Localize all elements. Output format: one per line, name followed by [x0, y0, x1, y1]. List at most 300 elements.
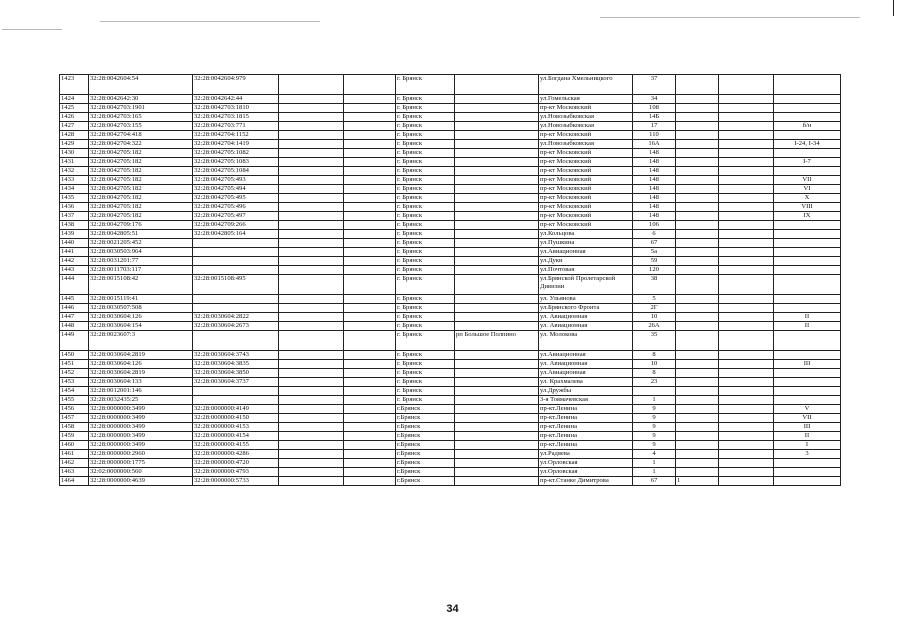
table-row	[60, 248, 841, 257]
house-cell: 110	[633, 131, 676, 140]
row-number: 1464	[60, 477, 89, 486]
table-row	[60, 378, 841, 387]
city-cell: г. Брянск	[396, 313, 455, 322]
city-cell: г. Брянск	[396, 221, 455, 230]
empty-cell	[719, 167, 774, 176]
object-cadastral-number: 32:28:0000000:4793	[193, 468, 279, 477]
empty-cell	[344, 167, 396, 176]
empty-cell	[344, 104, 396, 113]
street-cell: ул.Богдана Хмельницкого	[539, 75, 633, 95]
house-cell: 108	[633, 104, 676, 113]
house-cell: 148	[633, 194, 676, 203]
table-row	[60, 167, 841, 176]
empty-cell	[279, 369, 344, 378]
extra-cell	[676, 360, 719, 369]
city-cell: г. Брянск	[396, 322, 455, 331]
settlement-cell	[455, 441, 539, 450]
empty-cell	[279, 167, 344, 176]
empty-cell	[279, 387, 344, 396]
house-cell: 26А	[633, 322, 676, 331]
table-row	[60, 75, 841, 95]
object-cadastral-number: 32:28:0000000:4153	[193, 423, 279, 432]
object-cadastral-number	[193, 331, 279, 351]
house-cell: 148	[633, 158, 676, 167]
extra-cell	[676, 230, 719, 239]
city-cell: г.Брянск	[396, 414, 455, 423]
house-cell: 9	[633, 441, 676, 450]
row-number: 1425	[60, 104, 89, 113]
cadastral-number: 32:28:0042604:54	[89, 75, 193, 95]
empty-cell	[719, 122, 774, 131]
table-row	[60, 477, 841, 486]
city-cell: г.Брянск	[396, 468, 455, 477]
cadastral-number: 32:28:0042705:182	[89, 185, 193, 194]
empty-cell	[719, 95, 774, 104]
settlement-cell	[455, 95, 539, 104]
settlement-cell	[455, 405, 539, 414]
city-cell: г. Брянск	[396, 378, 455, 387]
cadastral-number: 32:28:0000000:3499	[89, 441, 193, 450]
settlement-cell	[455, 477, 539, 486]
cadastral-number: 32:28:0030604:133	[89, 378, 193, 387]
city-cell: г.Брянск	[396, 441, 455, 450]
extra-cell	[676, 313, 719, 322]
empty-cell	[279, 432, 344, 441]
row-number: 1432	[60, 167, 89, 176]
settlement-cell	[455, 360, 539, 369]
extra-cell	[676, 432, 719, 441]
empty-cell	[344, 414, 396, 423]
unit-cell	[774, 304, 841, 313]
row-number: 1441	[60, 248, 89, 257]
empty-cell	[279, 450, 344, 459]
table-row	[60, 266, 841, 275]
empty-cell	[279, 248, 344, 257]
table-row	[60, 149, 841, 158]
object-cadastral-number: 32:28:0042703:1810	[193, 104, 279, 113]
unit-cell	[774, 331, 841, 351]
settlement-cell	[455, 75, 539, 95]
cadastral-number: 32:28:0030604:126	[89, 313, 193, 322]
table-row	[60, 423, 841, 432]
empty-cell	[279, 441, 344, 450]
empty-cell	[719, 414, 774, 423]
street-cell: ул.Новозыбковская	[539, 140, 633, 149]
object-cadastral-number	[193, 387, 279, 396]
empty-cell	[719, 203, 774, 212]
house-cell: 106	[633, 221, 676, 230]
empty-cell	[279, 122, 344, 131]
street-cell: ул.Орловская	[539, 459, 633, 468]
row-number: 1433	[60, 176, 89, 185]
registry-rows	[60, 75, 841, 486]
empty-cell	[344, 212, 396, 221]
row-number: 1458	[60, 423, 89, 432]
house-cell: 4	[633, 450, 676, 459]
house-cell: 37	[633, 75, 676, 95]
row-number: 1450	[60, 351, 89, 360]
cadastral-number: 32:28:0011703:117	[89, 266, 193, 275]
house-cell: 9	[633, 405, 676, 414]
settlement-cell	[455, 167, 539, 176]
settlement-cell	[455, 194, 539, 203]
cadastral-number: 32:28:0000000:4639	[89, 477, 193, 486]
settlement-cell	[455, 212, 539, 221]
scan-noise-line	[2, 29, 62, 30]
city-cell: г. Брянск	[396, 113, 455, 122]
cadastral-number: 32:28:0030604:2819	[89, 351, 193, 360]
table-row	[60, 459, 841, 468]
empty-cell	[344, 450, 396, 459]
row-number: 1439	[60, 230, 89, 239]
city-cell: г. Брянск	[396, 212, 455, 221]
street-cell: ул.Пушкина	[539, 239, 633, 248]
object-cadastral-number	[193, 295, 279, 304]
extra-cell	[676, 104, 719, 113]
unit-cell	[774, 396, 841, 405]
unit-cell: II	[774, 313, 841, 322]
row-number: 1443	[60, 266, 89, 275]
object-cadastral-number: 32:28:0000000:4154	[193, 432, 279, 441]
unit-cell: III	[774, 423, 841, 432]
empty-cell	[719, 378, 774, 387]
cadastral-number: 32:28:0042705:182	[89, 194, 193, 203]
house-cell: 10	[633, 313, 676, 322]
cadastral-number: 32:28:0015119:41	[89, 295, 193, 304]
page-number: 34	[446, 603, 459, 615]
row-number: 1446	[60, 304, 89, 313]
cadastral-number: 32:28:0042703:165	[89, 113, 193, 122]
unit-cell	[774, 239, 841, 248]
object-cadastral-number: 32:28:0042805:164	[193, 230, 279, 239]
city-cell: г. Брянск	[396, 149, 455, 158]
empty-cell	[344, 378, 396, 387]
street-cell: ул.Гомельская	[539, 95, 633, 104]
table-row	[60, 131, 841, 140]
empty-cell	[344, 331, 396, 351]
settlement-cell	[455, 221, 539, 230]
empty-cell	[279, 75, 344, 95]
row-number: 1460	[60, 441, 89, 450]
house-cell: 148	[633, 149, 676, 158]
table-row	[60, 194, 841, 203]
extra-cell	[676, 369, 719, 378]
table-row	[60, 450, 841, 459]
settlement-cell	[455, 396, 539, 405]
empty-cell	[279, 331, 344, 351]
table-row	[60, 360, 841, 369]
scan-edge-mark	[893, 0, 894, 16]
object-cadastral-number: 32:28:0030604:2673	[193, 322, 279, 331]
empty-cell	[719, 131, 774, 140]
settlement-cell	[455, 351, 539, 360]
street-cell: ул.Дуки	[539, 257, 633, 266]
empty-cell	[719, 313, 774, 322]
empty-cell	[279, 230, 344, 239]
street-cell: ул.Радяева	[539, 450, 633, 459]
row-number: 1429	[60, 140, 89, 149]
empty-cell	[279, 459, 344, 468]
cadastral-number: 32:28:0042705:182	[89, 212, 193, 221]
extra-cell	[676, 351, 719, 360]
empty-cell	[344, 75, 396, 95]
settlement-cell	[455, 304, 539, 313]
settlement-cell	[455, 239, 539, 248]
cadastral-number: 32:28:0042704:322	[89, 140, 193, 149]
cadastral-number: 32:28:0032435:25	[89, 396, 193, 405]
unit-cell: VI	[774, 185, 841, 194]
cadastral-number: 32:28:0042805:51	[89, 230, 193, 239]
settlement-cell	[455, 275, 539, 295]
table-row	[60, 239, 841, 248]
unit-cell: 3	[774, 450, 841, 459]
table-row	[60, 275, 841, 295]
settlement-cell	[455, 423, 539, 432]
street-cell: ул.Новозыбковская	[539, 113, 633, 122]
extra-cell	[676, 423, 719, 432]
city-cell: г. Брянск	[396, 95, 455, 104]
extra-cell	[676, 176, 719, 185]
house-cell: 23	[633, 378, 676, 387]
object-cadastral-number: 32:28:0000000:4149	[193, 405, 279, 414]
row-number: 1423	[60, 75, 89, 95]
settlement-cell	[455, 313, 539, 322]
house-cell: 8	[633, 369, 676, 378]
cadastral-number: 32:28:0042705:182	[89, 167, 193, 176]
unit-cell	[774, 221, 841, 230]
street-cell: ул. Молокова	[539, 331, 633, 351]
unit-cell	[774, 477, 841, 486]
scan-noise-line	[600, 17, 860, 18]
empty-cell	[279, 212, 344, 221]
extra-cell	[676, 322, 719, 331]
cadastral-number: 32:28:0042705:182	[89, 176, 193, 185]
object-cadastral-number	[193, 257, 279, 266]
street-cell: 3-я Тоямачевская	[539, 396, 633, 405]
object-cadastral-number: 32:28:0000000:4286	[193, 450, 279, 459]
table-row	[60, 113, 841, 122]
table-row	[60, 212, 841, 221]
unit-cell	[774, 468, 841, 477]
empty-cell	[344, 95, 396, 104]
table-row	[60, 331, 841, 351]
extra-cell	[676, 405, 719, 414]
city-cell: г. Брянск	[396, 396, 455, 405]
street-cell: пр-кт Московский	[539, 158, 633, 167]
city-cell: г. Брянск	[396, 75, 455, 95]
empty-cell	[344, 221, 396, 230]
empty-cell	[279, 95, 344, 104]
extra-cell	[676, 257, 719, 266]
empty-cell	[279, 396, 344, 405]
city-cell: г.Брянск	[396, 423, 455, 432]
unit-cell: III	[774, 360, 841, 369]
object-cadastral-number: 32:28:0042705:496	[193, 203, 279, 212]
empty-cell	[719, 266, 774, 275]
unit-cell: II	[774, 322, 841, 331]
empty-cell	[344, 248, 396, 257]
empty-cell	[719, 369, 774, 378]
row-number: 1461	[60, 450, 89, 459]
extra-cell	[676, 158, 719, 167]
row-number: 1451	[60, 360, 89, 369]
house-cell: 9	[633, 432, 676, 441]
city-cell: г. Брянск	[396, 266, 455, 275]
row-number: 1426	[60, 113, 89, 122]
empty-cell	[344, 275, 396, 295]
empty-cell	[719, 351, 774, 360]
empty-cell	[279, 351, 344, 360]
empty-cell	[279, 295, 344, 304]
empty-cell	[279, 203, 344, 212]
street-cell: ул. Авиационная	[539, 322, 633, 331]
row-number: 1428	[60, 131, 89, 140]
empty-cell	[344, 441, 396, 450]
empty-cell	[344, 396, 396, 405]
object-cadastral-number: 32:28:0030604:3737	[193, 378, 279, 387]
street-cell: ул. Авиационная	[539, 313, 633, 322]
empty-cell	[279, 239, 344, 248]
table-row	[60, 95, 841, 104]
settlement-cell	[455, 414, 539, 423]
object-cadastral-number: 32:28:0042705:1082	[193, 149, 279, 158]
city-cell: г. Брянск	[396, 239, 455, 248]
empty-cell	[344, 266, 396, 275]
empty-cell	[279, 405, 344, 414]
object-cadastral-number: 32:28:0000000:4150	[193, 414, 279, 423]
extra-cell	[676, 459, 719, 468]
extra-cell	[676, 295, 719, 304]
extra-cell	[676, 378, 719, 387]
empty-cell	[344, 185, 396, 194]
empty-cell	[719, 441, 774, 450]
city-cell: г. Брянск	[396, 275, 455, 295]
empty-cell	[719, 396, 774, 405]
row-number: 1444	[60, 275, 89, 295]
empty-cell	[719, 257, 774, 266]
row-number: 1442	[60, 257, 89, 266]
empty-cell	[279, 176, 344, 185]
registry-table	[59, 74, 841, 486]
row-number: 1452	[60, 369, 89, 378]
settlement-cell	[455, 140, 539, 149]
extra-cell	[676, 414, 719, 423]
unit-cell	[774, 230, 841, 239]
empty-cell	[279, 221, 344, 230]
cadastral-number: 32:28:0030503:964	[89, 248, 193, 257]
object-cadastral-number: 32:28:0000000:4155	[193, 441, 279, 450]
object-cadastral-number: 32:28:0042705:493	[193, 176, 279, 185]
object-cadastral-number	[193, 248, 279, 257]
city-cell: г. Брянск	[396, 176, 455, 185]
extra-cell	[676, 248, 719, 257]
house-cell: 17	[633, 122, 676, 131]
house-cell: 6	[633, 230, 676, 239]
empty-cell	[279, 468, 344, 477]
table-row	[60, 295, 841, 304]
settlement-cell	[455, 432, 539, 441]
city-cell: г.Брянск	[396, 432, 455, 441]
empty-cell	[344, 387, 396, 396]
street-cell: пр-кт Московский	[539, 221, 633, 230]
extra-cell	[676, 450, 719, 459]
cadastral-number: 32:28:0000000:3499	[89, 414, 193, 423]
empty-cell	[344, 313, 396, 322]
extra-cell	[676, 75, 719, 95]
street-cell: пр-кт.Ленина	[539, 423, 633, 432]
city-cell: г.Брянск	[396, 405, 455, 414]
object-cadastral-number: 32:28:0000000:4720	[193, 459, 279, 468]
extra-cell	[676, 131, 719, 140]
row-number: 1455	[60, 396, 89, 405]
settlement-cell	[455, 450, 539, 459]
object-cadastral-number: 32:28:0042604:979	[193, 75, 279, 95]
empty-cell	[719, 149, 774, 158]
cadastral-number: 32:28:0000000:3499	[89, 405, 193, 414]
row-number: 1437	[60, 212, 89, 221]
city-cell: г.Брянск	[396, 477, 455, 486]
city-cell: г.Брянск	[396, 450, 455, 459]
object-cadastral-number: 32:28:0042705:497	[193, 212, 279, 221]
street-cell: ул. Крахмалева	[539, 378, 633, 387]
extra-cell	[676, 387, 719, 396]
empty-cell	[719, 239, 774, 248]
object-cadastral-number	[193, 396, 279, 405]
unit-cell	[774, 95, 841, 104]
house-cell: 148	[633, 185, 676, 194]
empty-cell	[279, 304, 344, 313]
empty-cell	[279, 423, 344, 432]
table-row	[60, 104, 841, 113]
street-cell: ул. Ульянова	[539, 295, 633, 304]
city-cell: г. Брянск	[396, 360, 455, 369]
street-cell: пр-кт Московский	[539, 131, 633, 140]
cadastral-number: 32:28:0042642:30	[89, 95, 193, 104]
table-row	[60, 405, 841, 414]
settlement-cell: рп Большое Полпино	[455, 331, 539, 351]
empty-cell	[344, 405, 396, 414]
object-cadastral-number: 32:28:0015108:495	[193, 275, 279, 295]
empty-cell	[279, 194, 344, 203]
empty-cell	[719, 450, 774, 459]
city-cell: г.Брянск	[396, 459, 455, 468]
empty-cell	[344, 149, 396, 158]
empty-cell	[344, 230, 396, 239]
settlement-cell	[455, 369, 539, 378]
empty-cell	[279, 158, 344, 167]
settlement-cell	[455, 203, 539, 212]
empty-cell	[719, 194, 774, 203]
empty-cell	[719, 459, 774, 468]
city-cell: г. Брянск	[396, 104, 455, 113]
empty-cell	[344, 360, 396, 369]
row-number: 1435	[60, 194, 89, 203]
row-number: 1436	[60, 203, 89, 212]
settlement-cell	[455, 387, 539, 396]
city-cell: г. Брянск	[396, 295, 455, 304]
settlement-cell	[455, 158, 539, 167]
unit-cell: б/н	[774, 122, 841, 131]
empty-cell	[344, 477, 396, 486]
table-row	[60, 396, 841, 405]
row-number: 1459	[60, 432, 89, 441]
empty-cell	[279, 266, 344, 275]
extra-cell	[676, 396, 719, 405]
unit-cell	[774, 131, 841, 140]
unit-cell: X	[774, 194, 841, 203]
cadastral-number: 32:28:0042705:182	[89, 158, 193, 167]
row-number: 1424	[60, 95, 89, 104]
